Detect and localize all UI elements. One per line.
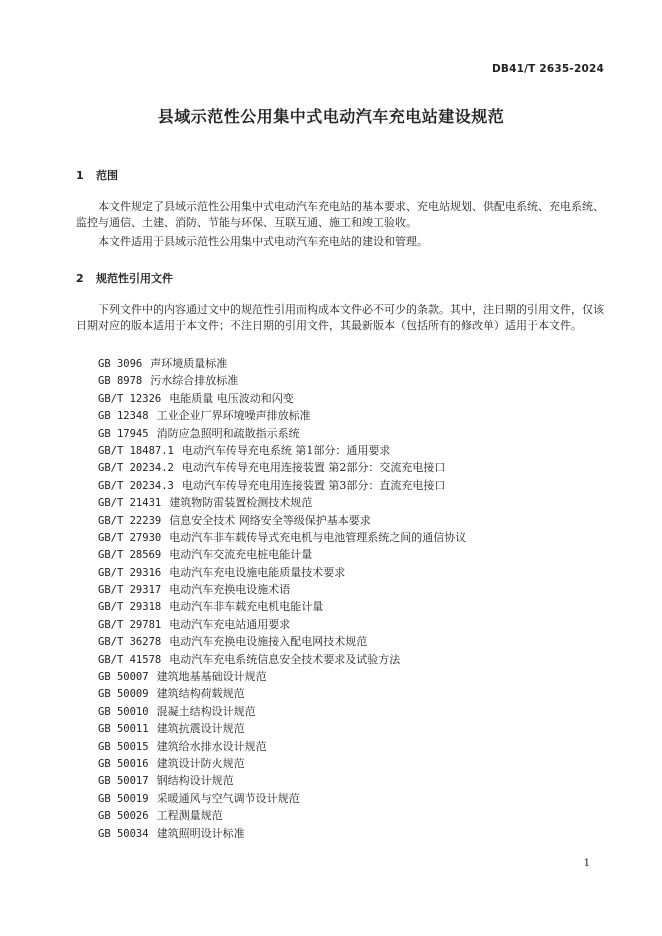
reference-code: GB 50011 xyxy=(98,723,149,736)
reference-item xyxy=(98,633,466,650)
reference-item xyxy=(98,651,466,668)
reference-title: 污水综合排放标准 xyxy=(150,374,239,388)
reference-title: 电动汽车充电站通用要求 xyxy=(169,617,291,631)
reference-code: GB 50007 xyxy=(98,671,149,684)
reference-code: GB/T 18487.1 xyxy=(98,444,174,457)
reference-code: GB/T 28569 xyxy=(98,549,162,562)
reference-code: GB/T 29318 xyxy=(98,601,162,614)
section-title: 范围 xyxy=(96,169,118,182)
reference-item xyxy=(98,442,466,459)
reference-item xyxy=(98,825,466,842)
section-title: 规范性引用文件 xyxy=(96,272,173,285)
reference-title: 建筑物防雷装置检测技术规范 xyxy=(169,496,313,510)
reference-title: 建筑设计防火规范 xyxy=(156,756,245,770)
reference-item xyxy=(98,668,466,685)
reference-title: 采暖通风与空气调节设计规范 xyxy=(156,791,300,805)
reference-code: GB/T 27930 xyxy=(98,531,162,544)
reference-title: 工程测量规范 xyxy=(156,809,223,823)
section-number: 1 xyxy=(76,169,84,182)
reference-title: 电动汽车充换电设施术语 xyxy=(169,583,291,597)
reference-title: 消防应急照明和疏散指示系统 xyxy=(156,426,300,440)
reference-code: GB 50016 xyxy=(98,757,149,770)
reference-list xyxy=(98,355,466,842)
reference-item xyxy=(98,616,466,633)
reference-title: 电动汽车充电系统信息安全技术要求及试验方法 xyxy=(169,652,401,666)
reference-code: GB 50009 xyxy=(98,688,149,701)
reference-item xyxy=(98,477,466,494)
reference-title: 钢结构设计规范 xyxy=(156,774,234,788)
reference-item xyxy=(98,425,466,442)
reference-title: 工业企业厂界环境噪声排放标准 xyxy=(156,409,311,423)
reference-item xyxy=(98,598,466,615)
reference-code: GB/T 21431 xyxy=(98,497,162,510)
reference-item xyxy=(98,407,466,424)
reference-code: GB 50015 xyxy=(98,740,149,753)
reference-code: GB/T 29781 xyxy=(98,618,162,631)
reference-code: GB 50026 xyxy=(98,810,149,823)
reference-code: GB 3096 xyxy=(98,358,143,370)
reference-title: 电动汽车传导充电用连接装置 第3部分：直流充电接口 xyxy=(181,478,446,492)
reference-title: 声环境质量标准 xyxy=(150,357,228,370)
reference-code: GB 50017 xyxy=(98,775,149,788)
reference-title: 电动汽车非车载充电机电能计量 xyxy=(169,600,324,614)
reference-code: GB/T 41578 xyxy=(98,653,162,666)
reference-item xyxy=(98,790,466,807)
reference-code: GB 50034 xyxy=(98,827,149,840)
reference-title: 电动汽车传导充电用连接装置 第2部分：交流充电接口 xyxy=(181,461,446,475)
reference-code: GB 12348 xyxy=(98,410,149,423)
reference-item xyxy=(98,529,466,546)
reference-title: 建筑照明设计标准 xyxy=(156,826,245,840)
reference-item xyxy=(98,512,466,529)
reference-title: 建筑结构荷载规范 xyxy=(156,687,245,701)
document-title: 县域示范性公用集中式电动汽车充电站建设规范 xyxy=(157,107,505,126)
reference-title: 电动汽车充电设施电能质量技术要求 xyxy=(169,565,346,579)
reference-title: 建筑抗震设计规范 xyxy=(156,722,245,736)
reference-title: 信息安全技术 网络安全等级保护基本要求 xyxy=(169,513,371,527)
reference-code: GB 8978 xyxy=(98,375,143,388)
reference-item xyxy=(98,738,466,755)
reference-item xyxy=(98,355,466,372)
section-number: 2 xyxy=(76,272,84,285)
reference-item xyxy=(98,685,466,702)
reference-code: GB/T 36278 xyxy=(98,636,162,649)
reference-item xyxy=(98,494,466,511)
reference-code: GB 50010 xyxy=(98,705,149,718)
reference-title: 电动汽车交流充电桩电能计量 xyxy=(169,548,313,562)
scope-paragraph-2: 本文件适用于县域示范性公用集中式电动汽车充电站的建设和管理。 xyxy=(98,235,428,248)
document-code: DB41/T 2635-2024 xyxy=(492,63,604,75)
reference-item xyxy=(98,772,466,789)
reference-item xyxy=(98,720,466,737)
reference-item xyxy=(98,546,466,563)
reference-code: GB/T 20234.2 xyxy=(98,462,174,475)
reference-item xyxy=(98,755,466,772)
reference-title: 电动汽车充换电设施接入配电网技术规范 xyxy=(169,635,368,649)
reference-code: GB/T 29316 xyxy=(98,566,162,579)
section-heading-normative-references xyxy=(76,270,173,286)
reference-item xyxy=(98,807,466,824)
reference-item xyxy=(98,372,466,389)
scope-paragraph-1: 本文件规定了县域示范性公用集中式电动汽车充电站的基本要求、充电站规划、供配电系统、充电系统、监控与通信、土建、消防、节能与环保、互联互通、施工和竣工验收。 xyxy=(76,200,604,229)
reference-code: GB/T 12326 xyxy=(98,392,162,405)
reference-title: 建筑地基基础设计规范 xyxy=(156,670,267,684)
reference-code: GB 17945 xyxy=(98,427,149,440)
reference-code: GB/T 29317 xyxy=(98,584,162,597)
section-heading-scope xyxy=(76,167,118,183)
reference-item xyxy=(98,581,466,598)
page-number: 1 xyxy=(583,858,590,869)
references-intro-paragraph: 下列文件中的内容通过文中的规范性引用而构成本文件必不可少的条款。其中，注日期的引用文件，仅该日期对应的版本适用于本文件；不注日期的引用文件，其最新版本（包括所有的修改单）适用于本文件。 xyxy=(76,303,604,332)
reference-code: GB/T 20234.3 xyxy=(98,479,174,492)
reference-title: 建筑给水排水设计规范 xyxy=(156,739,267,753)
reference-item xyxy=(98,459,466,476)
reference-item xyxy=(98,703,466,720)
reference-title: 混凝土结构设计规范 xyxy=(156,704,256,718)
reference-title: 电动汽车传导充电系统 第1部分：通用要求 xyxy=(181,443,391,457)
reference-code: GB 50019 xyxy=(98,792,149,805)
reference-item xyxy=(98,564,466,581)
reference-item xyxy=(98,390,466,407)
reference-title: 电能质量 电压波动和闪变 xyxy=(169,391,294,405)
reference-title: 电动汽车非车载传导式充电机与电池管理系统之间的通信协议 xyxy=(169,530,467,544)
reference-code: GB/T 22239 xyxy=(98,514,162,527)
